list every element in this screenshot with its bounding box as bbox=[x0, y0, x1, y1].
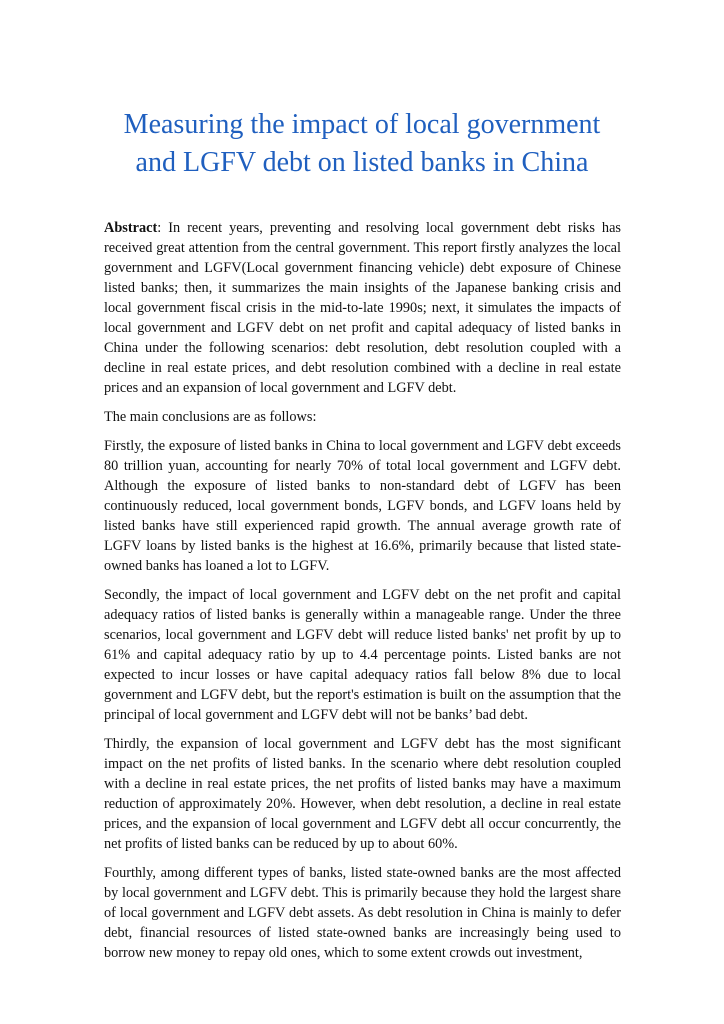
abstract-paragraph bbox=[104, 218, 621, 398]
paragraph-fourthly: Fourthly, among different types of banks, listed state-owned banks are the most affected by local government and LGFV debt. This is primarily because they hold the largest share of local government and LGFV debt assets. As debt resolution in China is mainly to defer debt, financial resources of listed state-owned banks are increasingly being used to borrow new money to repay old ones, which to some extent crowds out investment, bbox=[104, 865, 621, 961]
paragraph-firstly: Firstly, the exposure of listed banks in China to local government and LGFV debt exceeds 80 trillion yuan, accounting for nearly 70% of total local government and LGFV debt. Although the exposure of listed banks to non-standard debt of LGFV has been continuously reduced, local government bonds, LGFV bonds, and LGFV loans held by listed banks have still experienced rapid growth. The annual average growth rate of LGFV loans by listed banks is the highest at 16.6%, primarily because that listed state-owned banks has loaned a lot to LGFV. bbox=[104, 438, 621, 574]
paragraph-thirdly: Thirdly, the expansion of local government and LGFV debt has the most significant impact on the net profits of listed banks. In the scenario where debt resolution coupled with a decline in real estate prices, the net profits of listed banks may have a maximum reduction of approximately 20%. However, when debt resolution, a decline in real estate prices, and the expansion of local government and LGFV debt all occur concurrently, the net profits of listed banks can be reduced by up to about 60%. bbox=[104, 736, 621, 852]
title-line-1: Measuring the impact of local government bbox=[123, 109, 601, 140]
abstract-label: Abstract bbox=[104, 220, 158, 236]
conclusions-intro: The main conclusions are as follows: bbox=[104, 409, 317, 425]
document-body bbox=[104, 218, 621, 972]
abstract-text: : In recent years, preventing and resolving local government debt risks has received great attention from the central government. This report firstly analyzes the local government and LGFV(Local government financing vehicle) debt exposure of Chinese listed banks; then, it summarizes the main insights of the Japanese banking crisis and local government fiscal crisis in the mid-to-late 1990s; next, it simulates the impacts of local government and LGFV debt on net profit and capital adequacy of listed banks in China under the following scenarios: debt resolution, debt resolution coupled with a decline in real estate prices, and debt resolution combined with a decline in real estate prices and an expansion of local government and LGFV debt. bbox=[104, 220, 621, 396]
document-title bbox=[60, 106, 664, 182]
paragraph-secondly: Secondly, the impact of local government and LGFV debt on the net profit and capital adequacy ratios of listed banks is generally within a manageable range. Under the three scenarios, local government and LGFV debt will reduce listed banks' net profit by up to 61% and capital adequacy ratio by up to 4.4 percentage points. Listed banks are not expected to incur losses or have capital adequacy ratios fall below 8% due to local government and LGFV debt, but the report's estimation is built on the assumption that the principal of local government and LGFV debt will not be banks’ bad debt. bbox=[104, 587, 621, 723]
title-line-2: and LGFV debt on listed banks in China bbox=[135, 147, 589, 178]
